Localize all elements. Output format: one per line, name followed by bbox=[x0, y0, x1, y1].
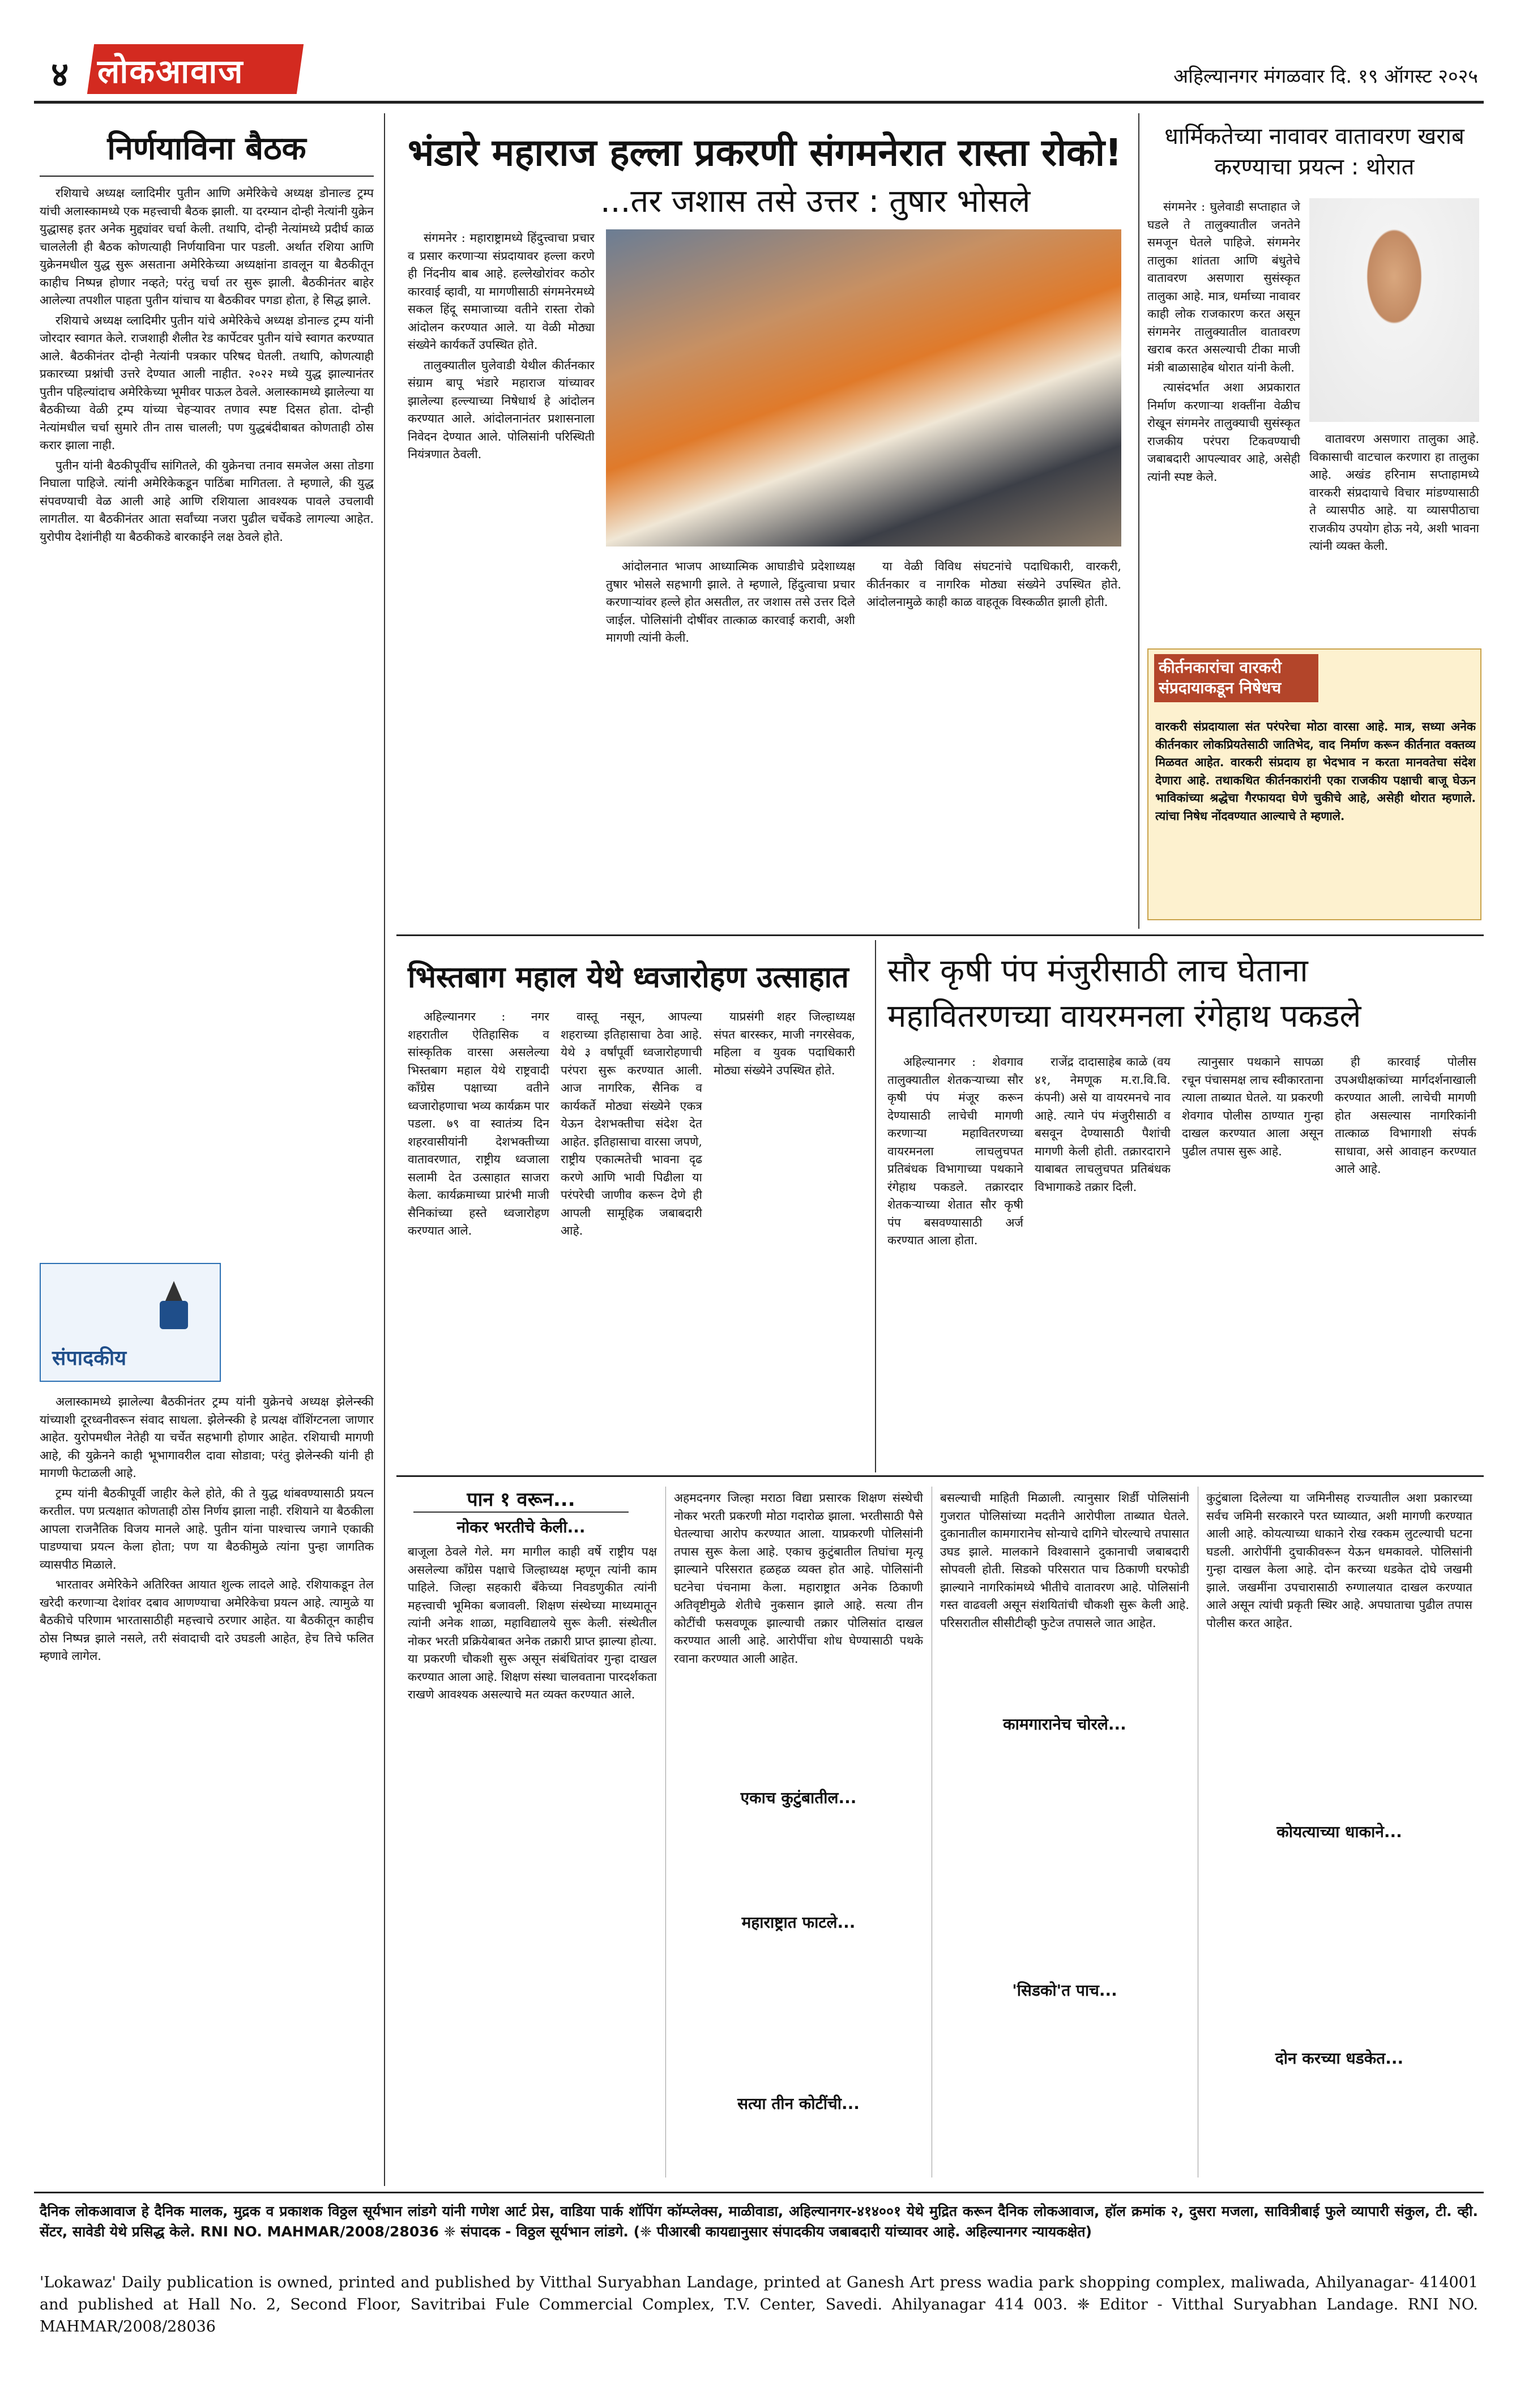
masthead bbox=[34, 40, 1484, 108]
bribe-body-col3 bbox=[1182, 1053, 1323, 1461]
dateline: अहिल्यानगर मंगळवार दि. १९ ऑगस्ट २०२५ bbox=[1173, 65, 1478, 88]
paragraph: रशियाचे अध्यक्ष व्लादिमीर पुतीन यांचे अमेरिकेचे अध्यक्ष डोनाल्ड ट्रम्प यांनी जोरदार स्वागत केले. राजशाही शैलीत रेड कार्पेटवर पुतीन यांचे स्वागत करण्यात आले. बैठकीनंतर दोन्ही नेत्यांनी पत्रकार परिषद घेतली. तथापि, कोणत्याही प्रकारच्या प्रश्नांची उत्तरे देण्यात आली नाहीत. २०२२ मध्ये युद्ध झाल्यानंतर पुतीन पहिल्यांदाच अमेरिकेच्या भूमीवर पाऊल ठेवले. अलास्कामध्ये झालेल्या या बैठकीच्या वेळी ट्रम्प यांच्या चेहऱ्यावर तणाव स्पष्ट दिसत होता. दोन्ही नेत्यांमधील चर्चा सुमारे तीन तास चालली; पण युद्धबंदीबाबत कोणताही ठोस करार झाला नाही. bbox=[40, 313, 374, 452]
continued-col4: कुटुंबाला दिलेल्या या जमिनीसह राज्यातील अशा प्रकारच्या सर्वच जमिनी सरकारने परत घ्याव्यात, अशी मागणी करण्यात आली आहे. कोयत्याच्या धाकाने रोख रक्कम लुटल्याची घटना घडली. आरोपींनी दुचाकीवरून येऊन धमकावले. पोलिसांनी गुन्हा दाखल केला आहे. दोन करच्या धडकेत दोघे जखमी झाले. जखमींना उपचारासाठी रुग्णालयात दाखल करण्यात आले असून त्यांची प्रकृती स्थिर आहे. अपघाताचा पुढील तपास पोलीस करत आहेत. bbox=[1206, 1491, 1472, 1630]
paragraph: राजेंद्र दादासाहेब काळे (वय ४१, नेमणूक म.रा.वि.वि. कंपनी) असे या वायरमनचे नाव आहे. त्याने पंप मंजुरीसाठी व बसवून देण्यासाठी पैशांची मागणी केली होती. तक्रारदाराने याबाबत लाचलुचपत प्रतिबंधक विभागाकडे तक्रार दिली. bbox=[1035, 1055, 1171, 1194]
editorial-badge-label: संपादकीय bbox=[52, 1347, 127, 1370]
masthead-rule bbox=[34, 101, 1484, 104]
bribe-headline-1: सौर कृषी पंप मंजुरीसाठी लाच घेताना bbox=[887, 953, 1308, 989]
paragraph: त्यासंदर्भात अशा अप्रकारात निर्माण करणाऱ्या शक्तींना वेळीच रोखून संगमनेर तालुक्याची सुसंस्कृत राजकीय परंपरा टिकवण्याची जबाबदारी आपल्यावर आहे, असेही त्यांनी स्पष्ट केले. bbox=[1147, 381, 1300, 484]
divider bbox=[396, 934, 1484, 936]
continued-subhead: एकाच कुटुंबातील... bbox=[740, 1788, 857, 1807]
thorat-body-1 bbox=[1147, 198, 1300, 640]
thorat-box-title: कीर्तनकारांचा वारकरी संप्रदायाकडून निषेधच bbox=[1154, 654, 1318, 702]
editorial-body-2 bbox=[40, 1393, 374, 2175]
lead-story bbox=[396, 113, 1127, 929]
paragraph: भारतावर अमेरिकेने अतिरिक्त आयात शुल्क लादले आहे. रशियाकडून तेल खरेदी करणाऱ्या देशांवर दबाव आणण्याचा अमेरिकेचा प्रयत्न आहे. त्यामुळे या बैठकीचे परिणाम भारतासाठीही महत्त्वाचे ठरणार आहेत. या बैठकीतून काहीच ठोस निष्पन्न झाले नसले, तरी संवादाची दारे उघडली आहेत, हेच तिचे फलित म्हणावे लागेल. bbox=[40, 1578, 374, 1663]
paragraph: ही कारवाई पोलीस उपअधीक्षकांच्या मार्गदर्शनाखाली करण्यात आली. लाचेची मागणी होत असल्यास नागरिकांनी तात्काळ विभागाशी संपर्क साधावा, असे आवाहन करण्यात आले आहे. bbox=[1335, 1055, 1476, 1176]
paragraph: पुतीन यांनी बैठकीपूर्वीच सांगितले, की युक्रेनचा तनाव समजेल असा तोडगा निघाला पाहिजे. त्यांनी अमेरिकेकडून पाठिंबा मागितला. ते म्हणाले, की युद्ध संपवण्याची वेळ आली आहे आणि रशियाला आवश्यक पावले उचलावी लागतील. या बैठकीनंतर आता सर्वांच्या नजरा पुढील चर्चेकडे लागल्या आहेत. युरोपीय देशांनीही या बैठकीकडे बारकाईने लक्ष ठेवले होते. bbox=[40, 458, 374, 544]
thorat-body-2 bbox=[1309, 430, 1479, 640]
bribe-body-col4 bbox=[1335, 1053, 1476, 1461]
paragraph: अलास्कामध्ये झालेल्या बैठकीनंतर ट्रम्प यांनी युक्रेनचे अध्यक्ष झेलेन्स्की यांच्याशी दूरध्वनीवरून संवाद साधला. झेलेन्स्की हे प्रत्यक्ष वॉशिंग्टनला जाणार आहेत. युरोपमधील नेतेही या चर्चेत सहभागी होणार आहेत. रशियाची मागणी आहे, की युक्रेनने काही भूभागावरील दावा सोडावा; परंतु झेलेन्स्की यांनी ही मागणी फेटाळली आहे. bbox=[40, 1395, 374, 1480]
continued-col3: बसल्याची माहिती मिळाली. त्यानुसार शिर्डी पोलिसांनी गुजरात पोलिसांच्या मदतीने आरोपीला ताब्यात घेतले. दुकानातील कामगारानेच सोन्याचे दागिने चोरल्याचे तपासात उघड झाले. मालकाने विश्वासाने दुकानाची जबाबदारी सोपवली होती. सिडको परिसरात पाच ठिकाणी घरफोडी झाल्याने नागरिकांमध्ये भीतीचे वातावरण आहे. पोलिसांनी गस्त वाढवली असून संशयितांची चौकशी सुरू केली आहे. परिसरातील सीसीटीव्ही फुटेज तपासले जात आहेत. bbox=[940, 1491, 1189, 1630]
paragraph: याप्रसंगी शहर जिल्हाध्यक्ष संपत बारस्कर, माजी नगरसेवक, महिला व युवक पदाधिकारी मोठ्या संख्येने उपस्थित होते. bbox=[714, 1010, 855, 1077]
editorial bbox=[34, 113, 385, 2186]
continued-col1: बाजूला ठेवले गेले. मग मागील काही वर्षे राष्ट्रीय पक्ष असलेल्या काँग्रेस पक्षाचे जिल्हाध्यक्ष म्हणून त्यांनी काम पाहिले. जिल्हा सहकारी बँकेच्या निवडणुकीत त्यांनी महत्त्वाची भूमिका बजावली. शिक्षण संस्थेच्या माध्यमातून त्यांनी अनेक शाळा, महाविद्यालये सुरू केली. संस्थेतील नोकर भरती प्रक्रियेबाबत अनेक तक्रारी प्राप्त झाल्या होत्या. या प्रकरणी चौकशी सुरू असून संबंधितांवर गुन्हा दाखल करण्यात आला आहे. शिक्षण संस्था चालवताना पारदर्शकता राखणे आवश्यक असल्याचे मत व्यक्त करण्यात आले. bbox=[408, 1545, 657, 1701]
continued-subhead: महाराष्ट्रात फाटले... bbox=[741, 1913, 856, 1932]
paragraph: संगमनेर : घुलेवाडी सप्ताहात जे घडले ते तालुक्यातील जनतेने समजून घेतले पाहिजे. संगमनेर तालुका शांतता आणि बंधुतेचे वातावरण असणारा सुसंस्कृत तालुका आहे. मात्र, धर्माच्या नावावर काही लोक राजकारण करत असून संगमनेर तालुक्यातील वातावरण खराब करत असल्याची टीका माजी मंत्री बाळासाहेब थोरात यांनी केली. bbox=[1147, 200, 1300, 374]
flag-headline: भिस्तबाग महाल येथे ध्वजारोहण उत्साहात bbox=[408, 960, 849, 994]
rally-photo bbox=[606, 229, 1121, 547]
paragraph: वातावरण असणारा तालुका आहे. विकासाची वाटचाल करणारा हा तालुका आहे. अखंड हरिनाम सप्ताहामध्ये वारकरी संप्रदायाचे विचार मांडण्यासाठी ते व्यासपीठ आहे. या व्यासपीठाचा राजकीय उपयोग होऊ नये, अशी भावना त्यांनी व्यक्त केली. bbox=[1309, 432, 1479, 553]
flag-body-col1 bbox=[408, 1008, 549, 1461]
flag-body-col2 bbox=[561, 1008, 702, 1461]
continued-subhead: कामगारानेच चोरले... bbox=[1003, 1715, 1126, 1734]
thorat-box bbox=[1147, 648, 1481, 920]
thorat-headline: धार्मिकतेच्या नावावर वातावरण खराब करण्याचा प्रयत्न : थोरात bbox=[1164, 123, 1464, 180]
lead-body-col1 bbox=[408, 229, 595, 926]
flag-body-col3 bbox=[714, 1008, 855, 1461]
editorial-badge bbox=[40, 1263, 221, 1382]
continued-subhead: 'सिडको'त पाच... bbox=[1012, 1981, 1117, 2000]
paragraph: तालुक्यातील घुलेवाडी येथील कीर्तनकार संग्राम बापू भंडारे महाराज यांच्यावर झालेल्या हल्ल्याच्या निषेधार्थ हे आंदोलन करण्यात आले. आंदोलनानंतर प्रशासनाला निवेदन देण्यात आले. पोलिसांनी परिस्थिती नियंत्रणात ठेवली. bbox=[408, 358, 595, 461]
continued-subhead: कोयत्याच्या धाकाने... bbox=[1276, 1822, 1402, 1841]
paragraph: वास्तू नसून, आपल्या शहराच्या इतिहासाचा ठेवा आहे. येथे ३ वर्षांपूर्वी ध्वजारोहणाची परंपरा सुरू करण्यात आली. आज नागरिक, सैनिक व कार्यकर्ते मोठ्या संख्येने एकत्र येऊन देशभक्तीचा संदेश देत आहेत. इतिहासाचा वारसा जपणे, राष्ट्रीय एकात्मतेची भावना दृढ करणे आणि भावी पिढीला या परंपरेची जाणीव करून देणे ही आपली सामूहिक जबाबदारी आहे. bbox=[561, 1010, 702, 1237]
bribe-body-col2 bbox=[1035, 1053, 1171, 1461]
imprint-footer bbox=[34, 2192, 1484, 2339]
continued-section bbox=[396, 1481, 1484, 2186]
paragraph: आंदोलनात भाजप आध्यात्मिक आघाडीचे प्रदेशाध्यक्ष तुषार भोसले सहभागी झाले. ते म्हणाले, हिंदुत्वाचा प्रचार करणाऱ्यांवर हल्ले होत असतील, तर जशास तसे उत्तर दिले जाईल. पोलिसांनी दोषींवर तात्काळ कारवाई करावी, अशी मागणी त्यांनी केली. bbox=[606, 560, 855, 644]
continued-col2: अहमदनगर जिल्हा मराठा विद्या प्रसारक शिक्षण संस्थेची नोकर भरती प्रकरणी मोठा गदारोळ झाला. भरतीसाठी पैसे घेतल्याचा आरोप करण्यात आला. याप्रकरणी पोलिसांनी तपास सुरू केला आहे. एकाच कुटुंबातील तिघांचा मृत्यू झाल्याने परिसरात हळहळ व्यक्त होत आहे. पोलिसांनी घटनेचा पंचनामा केला. महाराष्ट्रात अनेक ठिकाणी अतिवृष्टीमुळे शेतीचे नुकसान झाले आहे. सत्या तीन कोटींची फसवणूक झाल्याची तक्रार पोलिसांत दाखल करण्यात आली आहे. आरोपींचा शोध घेण्यासाठी पथके रवाना करण्यात आली आहेत. bbox=[674, 1491, 923, 1666]
continued-header: पान १ वरून... bbox=[413, 1485, 629, 1513]
paragraph: त्यानुसार पथकाने सापळा रचून पंचासमक्ष लाच स्वीकारताना त्याला ताब्यात घेतले. या प्रकरणी शेवगाव पोलीस ठाण्यात गुन्हा दाखल करण्यात आला असून पुढील तपास सुरू आहे. bbox=[1182, 1055, 1323, 1158]
lead-body-col3 bbox=[866, 558, 1121, 926]
imprint-marathi: दैनिक लोकआवाज हे दैनिक मालक, मुद्रक व प्रकाशक विठ्ठल सूर्यभान लांडगे यांनी गणेश आर्ट प्रेस, वाडिया पार्क शॉपिंग कॉम्प्लेक्स, माळीवाडा, अहिल्यानगर-४१४००१ येथे मुद्रित करून दैनिक लोकआवाज, हॉल क्रमांक २, दुसरा मजला, सावित्रीबाई फुले व्यापारी संकुल, टी. व्ही. सेंटर, सावेडी येथे प्रसिद्ध केले. RNI NO. MAHMAR/2008/28036 ❈ संपादक - विठ्ठल सूर्यभान लांडगे. (❈ पीआरबी कायद्यानुसार संपादकीय जबाबदारी यांच्यावर आहे. अहिल्यानगर न्यायकक्षेत) bbox=[40, 2203, 1478, 2240]
pen-icon bbox=[148, 1278, 199, 1335]
flag-story bbox=[396, 940, 866, 1472]
thorat-story bbox=[1138, 113, 1484, 929]
divider bbox=[665, 1487, 666, 2178]
bribe-story bbox=[875, 940, 1484, 1472]
divider bbox=[396, 1475, 1484, 1477]
masthead-logo-text: लोकआवाज bbox=[97, 52, 244, 91]
editorial-headline: निर्णयाविना बैठक bbox=[107, 130, 306, 167]
thorat-portrait bbox=[1309, 198, 1479, 422]
lead-headline: भंडारे महाराज हल्ला प्रकरणी संगमनेरात रास्ता रोको! bbox=[408, 131, 1122, 174]
continued-subhead: दोन करच्या धडकेत... bbox=[1275, 2049, 1404, 2068]
paragraph: ट्रम्प यांनी बैठकीपूर्वी जाहीर केले होते, की ते युद्ध थांबवण्यासाठी प्रयत्न करतील. पण प्रत्यक्षात कोणताही ठोस निर्णय झाला नाही. रशियाने या बैठकीला आपला राजनैतिक विजय मानले आहे. पुतीन यांना पाश्चात्त्य जगाने एकाकी पाडण्याचा प्रयत्न केला होता; पण या बैठकीमुळे त्यांना पुन्हा जागतिक व्यासपीठ मिळाले. bbox=[40, 1486, 374, 1572]
paragraph: या वेळी विविध संघटनांचे पदाधिकारी, वारकरी, कीर्तनकार व नागरिक मोठ्या संख्येने उपस्थित होते. आंदोलनामुळे काही काळ वाहतूक विस्कळीत झाली होती. bbox=[866, 560, 1121, 609]
paragraph: अहिल्यानगर : नगर शहरातील ऐतिहासिक व सांस्कृतिक वारसा असलेल्या भिस्तबाग महाल येथे राष्ट्रवादी काँग्रेस पक्षाच्या वतीने ध्वजारोहणाचा भव्य कार्यक्रम पार पडला. ७९ वा स्वातंत्र्य दिन शहरवासीयांनी देशभक्तीच्या वातावरणात, राष्ट्रीय ध्वजाला सलामी देत उत्साहात साजरा केला. कार्यक्रमाच्या प्रारंभी माजी सैनिकांच्या हस्ते ध्वजारोहण करण्यात आले. bbox=[408, 1010, 549, 1237]
imprint-english: 'Lokawaz' Daily publication is owned, printed and published by Vitthal Suryabhan Landage, printed at Ganesh Art press wadia park shopping complex, maliwada, Ahilyanagar- 414001 and published at Hall No. 2, Second Floor, Savitribai Fule Commercial Complex, T.V. Center, Savedi. Ahilyanagar 414 003. ❈ Editor - Vitthal Suryabhan Landage. RNI NO. MAHMAR/2008/28036 bbox=[40, 2274, 1478, 2336]
lead-body-col2 bbox=[606, 558, 855, 926]
divider bbox=[40, 176, 374, 177]
page-number: ४ bbox=[51, 55, 69, 95]
continued-subhead: सत्या तीन कोटींची... bbox=[737, 2094, 860, 2113]
paragraph: अहिल्यानगर : शेवगाव तालुक्यातील शेतकऱ्याच्या सौर कृषी पंप मंजूर करून देण्यासाठी लाचेची मागणी करणाऱ्या महावितरणच्या वायरमनला लाचलुचपत प्रतिबंधक विभागाच्या पथकाने रंगेहाथ पकडले. तक्रारदार शेतकऱ्याच्या शेतात सौर कृषी पंप बसवण्यासाठी अर्ज करण्यात आला होता. bbox=[887, 1055, 1023, 1247]
bribe-headline-2: महावितरणच्या वायरमनला रंगेहाथ पकडले bbox=[887, 998, 1361, 1035]
thorat-box-text: वारकरी संप्रदायाला संत परंपरेचा मोठा वारसा आहे. मात्र, सध्या अनेक कीर्तनकार लोकप्रियतेसाठी जातिभेद, वाद निर्माण करून कीर्तनात वक्तव्य मिळवत आहेत. वारकरी संप्रदाय हा भेदभाव न करता मानवतेचा संदेश देणारा आहे. तथाकथित कीर्तनकारांनी एका राजकीय पक्षाची बाजू घेऊन भाविकांच्या श्रद्धेचा गैरफायदा घेणे चुकीचे आहे, असेही थोरात म्हणाले. त्यांचा निषेध नोंदवण्यात आल्याचे ते म्हणाले. bbox=[1155, 719, 1476, 823]
editorial-body-1 bbox=[40, 185, 374, 1249]
paragraph: संगमनेर : महाराष्ट्रामध्ये हिंदुत्त्वाचा प्रचार व प्रसार करणाऱ्या संप्रदायावर हल्ला करणे ही निंदनीय बाब आहे. हल्लेखोरांवर कठोर कारवाई व्हावी, या मागणीसाठी संगमनेरमध्ये सकल हिंदू समाजाच्या वतीने रास्ता रोको आंदोलन करण्यात आले. या वेळी मोठ्या संख्येने कार्यकर्ते उपस्थित होते. bbox=[408, 231, 595, 352]
continued-subhead: नोकर भरतीचे केली... bbox=[456, 1518, 586, 1536]
paragraph: रशियाचे अध्यक्ष व्लादिमीर पुतीन आणि अमेरिकेचे अध्यक्ष डोनाल्ड ट्रम्प यांची अलास्कामध्ये एक महत्त्वाची बैठक झाली. या दरम्यान दोन्ही नेत्यांनी युक्रेन युद्धासह इतर अनेक मुद्द्यांवर चर्चा केली. तथापि, दोन्ही नेत्यांमध्ये प्रदीर्घ काळ चाललेली ही बैठक कोणत्याही निर्णयाविना पार पडली. अर्थात रशिया आणि युक्रेनमधील युद्ध सुरू असताना अमेरिकेच्या अध्यक्षांना डावलून या बैठकीतून काहीच निष्पन्न होणार नव्हते; परंतु चर्चा तर सुरू झाली. बैठकीनंतर बाहेर आलेल्या तपशील पाहता पुतीन यांचाच या बैठकीवर पगडा होता, हे सिद्ध झाले. bbox=[40, 186, 374, 307]
lead-subheadline: ...तर जशास तसे उत्तर : तुषार भोसले bbox=[600, 183, 1031, 220]
bribe-body-col1 bbox=[887, 1053, 1023, 1461]
